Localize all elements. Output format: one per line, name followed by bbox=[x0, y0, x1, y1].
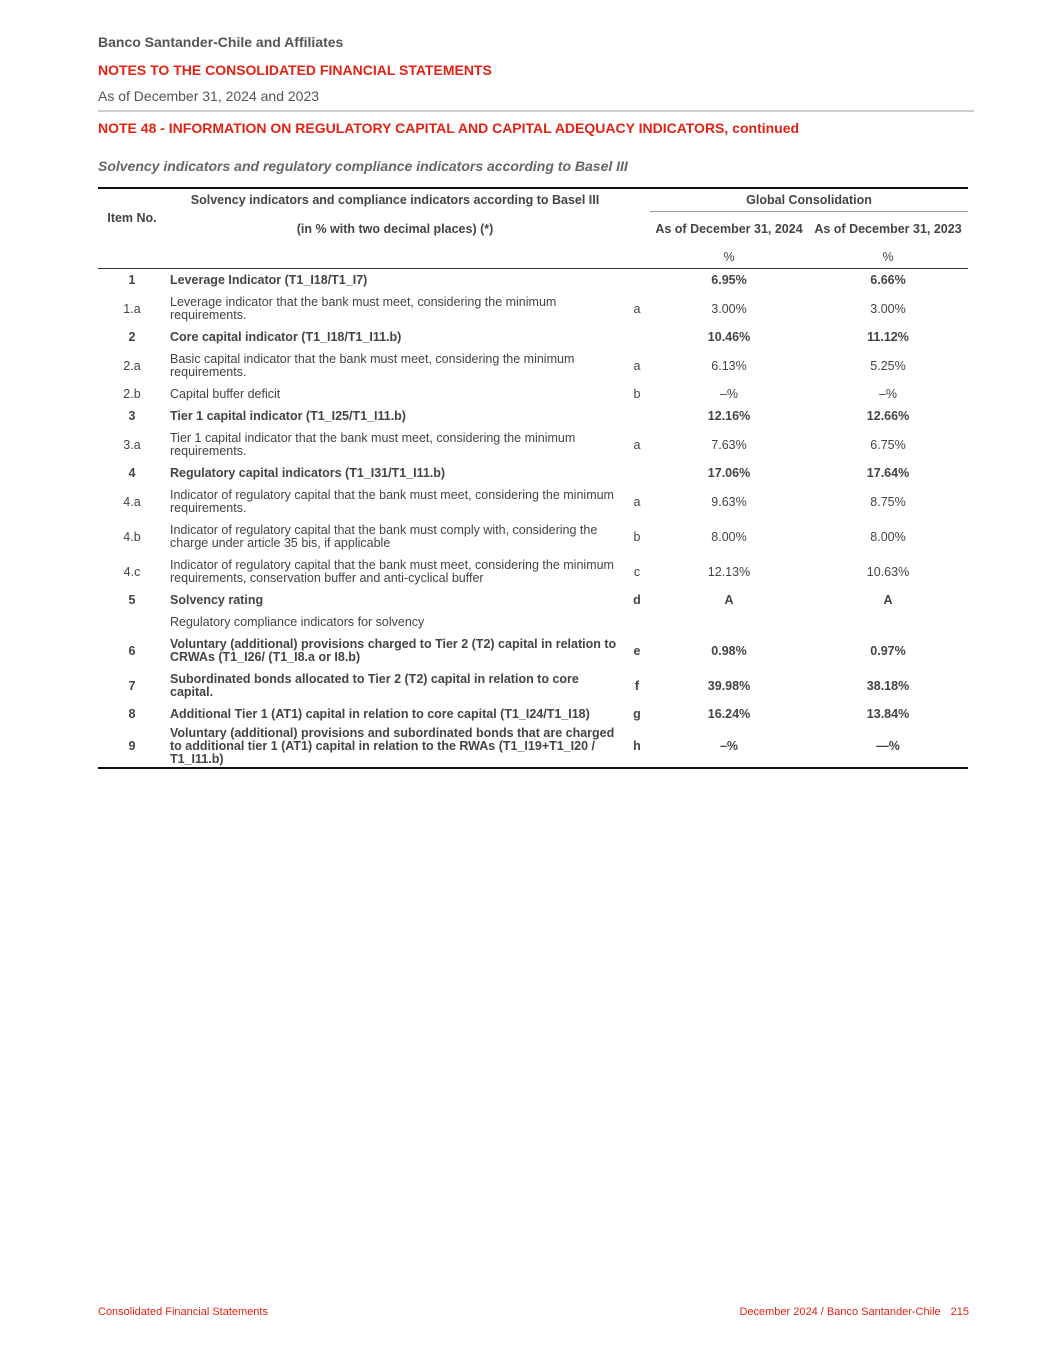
value-2023: A bbox=[883, 593, 893, 607]
report-date: As of December 31, 2024 and 2023 bbox=[98, 88, 320, 104]
value-2023: 8.00% bbox=[870, 529, 906, 544]
indicator-desc: Additional Tier 1 (AT1) capital in relation to core capital (T1_I24/T1_I18) bbox=[170, 706, 590, 721]
table-row bbox=[98, 725, 968, 768]
value-2024: 6.13% bbox=[711, 358, 747, 373]
value-2024: 0.98% bbox=[711, 643, 747, 658]
value-2024: –% bbox=[719, 387, 739, 401]
item-no: 2.b bbox=[123, 387, 141, 401]
value-2024: 8.00% bbox=[711, 529, 747, 544]
value-2023 bbox=[808, 611, 968, 633]
value-2023: —% bbox=[808, 725, 968, 768]
col-2023-header: As of December 31, 2023 bbox=[814, 222, 962, 236]
note-ref: e bbox=[633, 643, 641, 658]
item-no: 5 bbox=[128, 593, 136, 607]
item-no: 6 bbox=[128, 643, 136, 658]
value-2023: 11.12% bbox=[867, 330, 909, 344]
value-2024: 10.46% bbox=[707, 330, 751, 344]
unit-2024: % bbox=[650, 246, 808, 269]
indicator-desc: Voluntary (additional) provisions charged to Tier 2 (T2) capital in relation to CRWAs (T1_I26/ (T1_I8.a or I8.b) bbox=[170, 636, 617, 664]
item-no: 2.a bbox=[123, 358, 141, 373]
value-2024: 7.63% bbox=[711, 437, 747, 452]
notes-title: NOTES TO THE CONSOLIDATED FINANCIAL STATEMENTS bbox=[98, 62, 492, 78]
table-row bbox=[98, 383, 968, 405]
table-row bbox=[98, 519, 968, 554]
note-ref: b bbox=[633, 387, 641, 401]
item-no: 3 bbox=[128, 409, 136, 423]
value-2023: –% bbox=[878, 387, 898, 401]
table-row bbox=[98, 633, 968, 668]
indicator-desc: Indicator of regulatory capital that the bank must meet, considering the minimum requirements. bbox=[170, 487, 614, 515]
desc-header-line1: Solvency indicators and compliance indicators according to Basel III bbox=[166, 188, 624, 212]
value-2024: 3.00% bbox=[711, 301, 747, 316]
indicator-desc: Basic capital indicator that the bank must meet, considering the minimum requirements. bbox=[170, 351, 575, 379]
value-2024 bbox=[650, 611, 808, 633]
table-row bbox=[98, 348, 968, 383]
indicator-desc: Capital buffer deficit bbox=[170, 386, 281, 401]
indicator-desc: Voluntary (additional) provisions and subordinated bonds that are charged to additional tier 1 (AT1) capital in relation to the RWAs (T1_I19+T1_I20 / T1_I11.b) bbox=[166, 725, 624, 768]
note-ref: f bbox=[634, 678, 640, 693]
item-no: 3.a bbox=[123, 437, 141, 452]
unit-2023: % bbox=[808, 246, 968, 269]
note-ref bbox=[624, 269, 650, 292]
item-no: 7 bbox=[128, 678, 136, 693]
footer-report-info bbox=[739, 1306, 969, 1318]
page-number: 215 bbox=[950, 1306, 969, 1318]
table-row bbox=[98, 484, 968, 519]
indicator-desc: Subordinated bonds allocated to Tier 2 (T2) capital in relation to core capital. bbox=[170, 671, 579, 699]
value-2024: 16.24% bbox=[707, 707, 751, 721]
value-2023: 13.84% bbox=[866, 707, 910, 721]
item-no: 4.b bbox=[123, 529, 141, 544]
table-row bbox=[98, 589, 968, 611]
value-2024: –% bbox=[650, 725, 808, 768]
footer-report-label: December 2024 / Banco Santander-Chile bbox=[739, 1306, 941, 1318]
value-2023: 3.00% bbox=[870, 301, 906, 316]
col-2024-header: As of December 31, 2024 bbox=[655, 221, 803, 236]
item-no: 1.a bbox=[123, 301, 141, 316]
value-2024: 9.63% bbox=[711, 494, 747, 509]
item-no: 9 bbox=[98, 725, 166, 768]
table-row bbox=[98, 326, 968, 348]
item-no-header: Item No. bbox=[98, 188, 166, 246]
item-no: 1 bbox=[128, 273, 136, 287]
indicator-desc: Indicator of regulatory capital that the bank must comply with, considering the charge under article 35 bis, if applicable bbox=[170, 522, 598, 550]
item-no: 8 bbox=[128, 707, 136, 721]
company-name: Banco Santander-Chile and Affiliates bbox=[98, 34, 344, 50]
note-ref: a bbox=[633, 301, 641, 316]
note-ref bbox=[624, 405, 650, 427]
table-row bbox=[98, 427, 968, 462]
table-row bbox=[98, 668, 968, 703]
indicator-desc: Solvency rating bbox=[170, 592, 264, 607]
value-2023: 6.75% bbox=[870, 437, 906, 452]
value-2024: A bbox=[724, 593, 734, 607]
value-2023: 0.97% bbox=[870, 643, 906, 658]
header-divider bbox=[98, 110, 974, 112]
footer-document-name: Consolidated Financial Statements bbox=[98, 1306, 268, 1318]
item-no bbox=[98, 611, 166, 633]
value-2023: 8.75% bbox=[870, 494, 906, 509]
value-2024: 39.98% bbox=[707, 678, 751, 693]
note-ref: b bbox=[633, 529, 641, 544]
indicator-desc: Tier 1 capital indicator (T1_I25/T1_I11.b) bbox=[170, 408, 406, 423]
note-ref bbox=[624, 462, 650, 484]
indicator-desc: Regulatory capital indicators (T1_I31/T1_I11.b) bbox=[170, 465, 446, 480]
value-2024: 6.95% bbox=[711, 273, 747, 287]
item-no: 4.c bbox=[123, 564, 141, 579]
note-ref: h bbox=[624, 725, 650, 768]
value-2024: 12.16% bbox=[707, 409, 751, 423]
note-ref: d bbox=[633, 593, 641, 607]
table-row bbox=[98, 269, 968, 292]
indicator-desc: Tier 1 capital indicator that the bank must meet, considering the minimum requirements. bbox=[170, 430, 576, 458]
value-2023: 10.63% bbox=[866, 564, 910, 579]
table-row bbox=[98, 291, 968, 326]
table-row bbox=[98, 554, 968, 589]
note-ref: g bbox=[633, 707, 641, 721]
value-2024: 12.13% bbox=[707, 564, 751, 579]
note-ref: c bbox=[633, 564, 641, 579]
value-2023: 38.18% bbox=[866, 678, 910, 693]
value-2023: 5.25% bbox=[870, 358, 906, 373]
note-ref: a bbox=[633, 358, 641, 373]
note-ref bbox=[624, 611, 650, 633]
table-row bbox=[98, 703, 968, 725]
global-consolidation-header: Global Consolidation bbox=[650, 188, 968, 212]
note-ref: a bbox=[633, 437, 641, 452]
indicator-desc: Indicator of regulatory capital that the bank must meet, considering the minimum requirements, conservation buffer and anti-cyclical buffer bbox=[170, 557, 614, 585]
table-row bbox=[98, 611, 968, 633]
note-title: NOTE 48 - INFORMATION ON REGULATORY CAPITAL AND CAPITAL ADEQUACY INDICATORS, continued bbox=[98, 120, 800, 136]
note-ref: a bbox=[633, 494, 641, 509]
value-2023: 12.66% bbox=[866, 409, 910, 423]
table-row bbox=[98, 405, 968, 427]
indicator-desc: Leverage indicator that the bank must meet, considering the minimum requirements. bbox=[170, 294, 557, 322]
value-2023: 6.66% bbox=[870, 273, 906, 287]
indicator-desc: Leverage Indicator (T1_I18/T1_I7) bbox=[170, 272, 368, 287]
basel-indicators-table bbox=[98, 187, 968, 769]
value-2023: 17.64% bbox=[866, 466, 910, 480]
section-label: Regulatory compliance indicators for solvency bbox=[170, 614, 425, 629]
desc-header-line2: (in % with two decimal places) (*) bbox=[296, 221, 494, 236]
table-row bbox=[98, 462, 968, 484]
indicator-desc: Core capital indicator (T1_I18/T1_I11.b) bbox=[170, 329, 402, 344]
value-2024: 17.06% bbox=[707, 466, 751, 480]
item-no: 2 bbox=[128, 330, 136, 344]
item-no: 4.a bbox=[123, 494, 141, 509]
note-ref bbox=[624, 326, 650, 348]
item-no: 4 bbox=[128, 466, 136, 480]
table-subtitle: Solvency indicators and regulatory compliance indicators according to Basel III bbox=[98, 158, 628, 174]
